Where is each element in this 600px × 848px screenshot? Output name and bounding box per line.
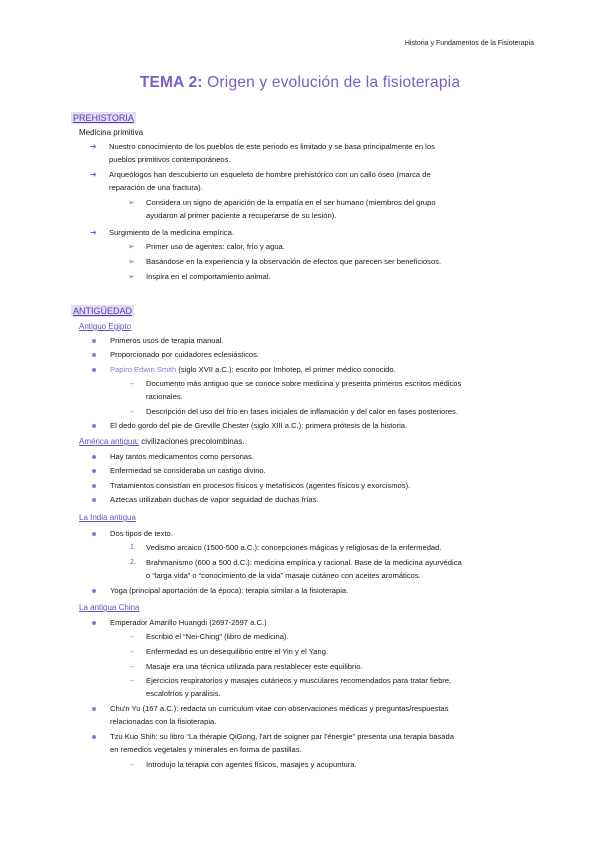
page-title [0, 74, 600, 92]
china-line: Enfermedad es un desequilibrio entre el Yin y el Yang. [146, 647, 329, 656]
small-arrow-icon: → [128, 408, 135, 415]
china-line: relacionadas con la fisioterapia. [110, 717, 217, 726]
bullet-dot-icon [92, 424, 96, 428]
china-line: Emperador Amarillo Huangdi (2697-2597 a.C.) [110, 618, 267, 627]
prehistoria-line: Considera un signo de aparición de la empatía en el ser humano (miembros del grupo [146, 198, 436, 207]
subsection-egipto: Antiguo Egipto [79, 322, 132, 331]
china-line: en remedios vegetales y minerales en forma de pastillas. [110, 745, 302, 754]
prehistoria-line: Nuestro conocimiento de los pueblos de este periodo es limitado y se basa principalmente en los [109, 142, 435, 151]
title-lead: TEMA 2: [139, 74, 203, 91]
triangle-bullet-icon: ➢ [128, 198, 135, 207]
china-line: Chu'n Yu (167 a.C.): redacta un curriculum vitae con observaciones médicas y preguntas/respuestas [110, 704, 449, 713]
india-line: Dos tipos de texto. [110, 529, 173, 538]
prehistoria-line: pueblos primitivos contemporáneos. [109, 155, 231, 164]
medicina-primitiva-label: Medicina primitiva [79, 128, 144, 137]
india-line: o “larga vida” o “conocimiento de la vida” masaje cutáneo con aceites aromáticos. [146, 571, 421, 580]
bullet-dot-icon [92, 707, 96, 711]
bullet-dot-icon [92, 498, 96, 502]
section-prehistoria-heading: PREHISTORIA [73, 113, 134, 123]
small-arrow-icon: → [128, 677, 135, 684]
america-title: América antigua: [79, 437, 140, 446]
bullet-dot-icon [92, 735, 96, 739]
india-line: Brahmanismo (600 a 500 d.C.): medicina empírica y racional. Base de la medicina ayurvédica [146, 558, 462, 567]
small-arrow-icon: → [128, 761, 135, 768]
egipto-line [110, 363, 396, 376]
small-arrow-icon: → [128, 648, 135, 655]
prehistoria-line: Basándose en la experiencia y la observación de efectos que parecen ser beneficiosos. [146, 257, 442, 266]
bullet-dot-icon [92, 455, 96, 459]
america-line: Hay tantos medicamentos como personas. [110, 452, 254, 461]
egipto-line: Descripción del uso del frío en fases iniciales de inflamación y del calor en fases posteriores. [146, 407, 458, 416]
prehistoria-line: Inspira en el comportamiento animal. [146, 272, 271, 281]
egipto-line: Proporcionado por cuidadores eclesiásticos. [110, 350, 260, 359]
small-arrow-icon: → [128, 633, 135, 640]
list-number: 2. [130, 559, 136, 566]
prehistoria-line: reparación de una fractura). [109, 183, 203, 192]
china-line: Escribió el “Nei-Ching” (libro de medicina). [146, 632, 289, 641]
prehistoria-line: Surgimiento de la medicina empírica. [109, 228, 234, 237]
bullet-dot-icon [92, 589, 96, 593]
subsection-india: La India antigua [79, 513, 136, 522]
egipto-line: racionales. [146, 392, 183, 401]
arrow-bullet-icon: ➔ [90, 170, 97, 179]
bullet-dot-icon [92, 532, 96, 536]
china-line: escalofríos y parálisis. [146, 689, 221, 698]
small-arrow-icon: → [128, 380, 135, 387]
america-line: Tratamientos consistían en procesos físicos y metafísicos (agentes físicos y exorcismos). [110, 481, 411, 490]
china-line: Introdujo la terapia con agentes físicos, masajes y acupuntura. [146, 760, 357, 769]
arrow-bullet-icon: ➔ [90, 142, 97, 151]
arrow-bullet-icon: ➔ [90, 228, 97, 237]
bullet-dot-icon [92, 469, 96, 473]
papiro-rest-text: (siglo XVII a.C.): escrito por Imhotep, el primer médico conocido. [176, 365, 396, 374]
america-line: Enfermedad se consideraba un castigo divino. [110, 466, 266, 475]
china-line: Tzu Kuo Shih: su libro “La thérapie QiGong, l'art de soigner par l'énergie” presenta una terapia basada [110, 732, 454, 741]
bullet-dot-icon [92, 484, 96, 488]
bullet-dot-icon [92, 621, 96, 625]
india-line: Vedismo arcaico (1500-500 a.C.): concepciones mágicas y religiosas de la enfermedad. [146, 543, 442, 552]
triangle-bullet-icon: ➢ [128, 257, 135, 266]
subsection-china: La antigua China [79, 603, 140, 612]
prehistoria-line: Primer uso de agentes: calor, frío y agua. [146, 242, 285, 251]
bullet-dot-icon [92, 368, 96, 372]
title-rest: Origen y evolución de la fisioterapia [202, 74, 461, 91]
china-line: Masaje era una técnica utilizada para restablecer este equilibrio. [146, 662, 363, 671]
china-line: Ejercicios respiratorios y masajes cutáneos y musculares recomendados para tratar fiebre, [146, 676, 452, 685]
list-number: 1. [130, 544, 136, 551]
america-title-rest: civilizaciones precolombinas. [139, 437, 245, 446]
small-arrow-icon: → [128, 663, 135, 670]
bullet-dot-icon [92, 353, 96, 357]
prehistoria-line: Arqueólogos han descubierto un esqueleto de hombre prehistórico con un callo óseo (marca de [109, 170, 431, 179]
bullet-dot-icon [92, 339, 96, 343]
subsection-america [79, 435, 244, 448]
triangle-bullet-icon: ➢ [128, 272, 135, 281]
america-line: Aztecas utilizaban duchas de vapor seguidad de duchas frías. [110, 495, 319, 504]
prehistoria-line: ayudaron al primer paciente a recuperarse de su lesión). [146, 211, 337, 220]
papiro-link-text: Papiro Edwin Smith [110, 365, 177, 374]
running-header: Historia y Fundamentos de la Fisioterapia [404, 40, 534, 47]
egipto-line: Primeros usos de terapia manual. [110, 336, 224, 345]
section-antiguedad-heading: ANTIGÜEDAD [73, 306, 133, 316]
india-line: Yoga (principal aportación de la época): terapia similar a la fisioterapia. [110, 586, 349, 595]
egipto-line: Documento más antiguo que se conoce sobre medicina y presenta primeros escritos médicos [146, 379, 462, 388]
egipto-line: El dedo gordo del pie de Greville Chester (siglo XIII a.C.): primera prótesis de la historia. [110, 421, 408, 430]
triangle-bullet-icon: ➢ [128, 242, 135, 251]
